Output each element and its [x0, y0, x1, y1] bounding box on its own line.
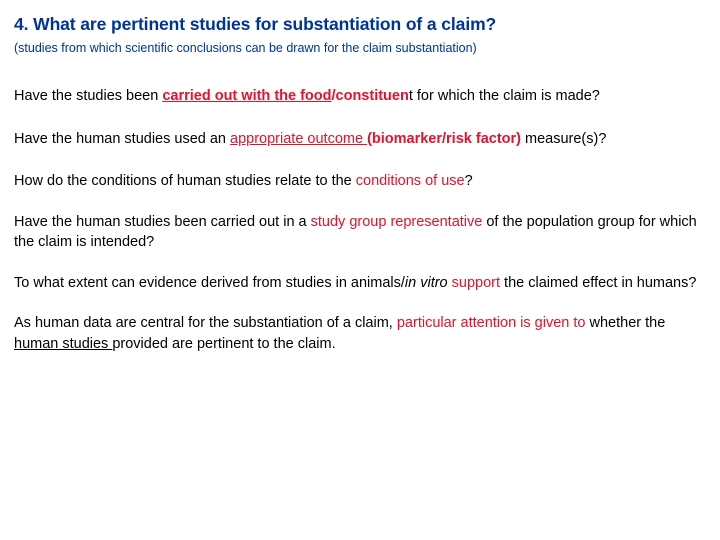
text-run-italic: in vitro: [404, 274, 448, 291]
text-run: measure(s)?: [520, 130, 607, 147]
text-run-highlight: carried out with the food: [162, 88, 332, 104]
text-run: of the population group for which the claim is intended?: [14, 213, 697, 251]
text-run-highlight: support: [447, 274, 501, 291]
text-run: Have the human studies used an: [14, 130, 231, 147]
page-subtitle: (studies from which scientific conclusions can be drawn for the claim substantiation): [14, 41, 477, 55]
question-paragraph-5: [14, 273, 704, 294]
text-run: the claimed effect in humans?: [500, 274, 697, 291]
text-run-highlight: (biomarker/risk factor): [367, 130, 521, 147]
text-run: whether the: [585, 315, 666, 332]
text-run-highlight: particular attention is given to: [396, 315, 586, 332]
question-paragraph-3: [14, 171, 704, 192]
text-run: provided are pertinent to the claim.: [112, 336, 336, 353]
question-paragraph-1: [14, 86, 704, 107]
text-run: How do the conditions of human studies relate to the: [14, 173, 356, 190]
question-paragraph-2: [14, 129, 704, 150]
text-run: As human data are central for the substantiation of a claim,: [14, 315, 397, 332]
text-run-highlight: study group representative: [310, 213, 483, 230]
text-run: Have the human studies been carried out in a: [14, 213, 311, 230]
text-run: ?: [464, 173, 473, 190]
page-title: 4. What are pertinent studies for substantiation of a claim?: [14, 14, 497, 34]
text-run-highlight: conditions of use: [355, 173, 465, 190]
text-run: Have the studies been: [14, 88, 163, 104]
text-run-highlight: /constituen: [331, 88, 409, 104]
text-run-underline: human studies: [14, 336, 113, 353]
question-paragraph-4: [14, 212, 704, 253]
question-paragraph-6: [14, 313, 704, 354]
text-run-highlight: appropriate outcome: [230, 130, 368, 147]
text-run: To what extent can evidence derived from studies in animals/: [14, 274, 405, 291]
text-run: t for which the claim is made?: [408, 88, 600, 104]
